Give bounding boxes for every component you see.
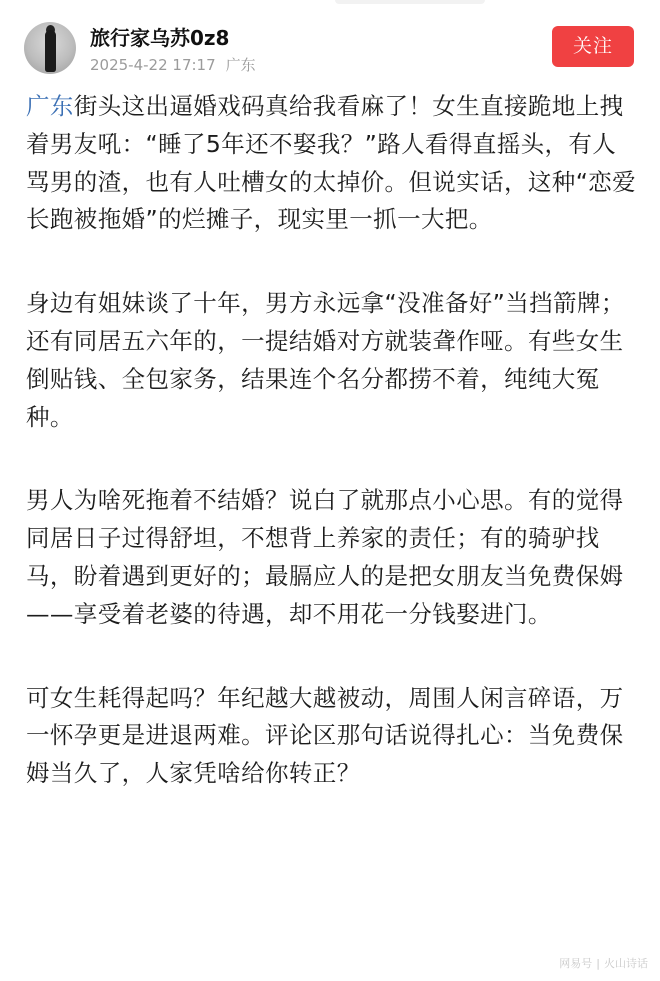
post-date: 2025-4-22 17:17 xyxy=(90,56,216,74)
paragraph-3: 男人为啥死拖着不结婚？说白了就那点小心思。有的觉得同居日子过得舒坦，不想背上养家的责任；有的骑驴找马，盼着遇到更好的；最膈应人的是把女朋友当免费保姆——享受着老婆的待遇，却不用花一分钱娶进门。 xyxy=(26,486,624,628)
watermark xyxy=(559,955,648,971)
paragraph-4: 可女生耗得起吗？年纪越大越被动，周围人闲言碎语，万一怀孕更是进退两难。评论区那句话说得扎心：当免费保姆当久了，人家凭啥给你转正？ xyxy=(26,683,624,788)
paragraph-1-text: 街头这出逼婚戏码真给我看麻了！女生直接跪地上拽着男友吼：“睡了5年还不娶我？”路人看得直摇头，有人骂男的渣，也有人吐槽女的太掉价。但说实话，这种“恋爱长跑被拖婚”的烂摊子，现实里一抓一大把。 xyxy=(26,92,637,234)
previous-content-edge xyxy=(335,0,485,4)
post-header xyxy=(0,18,660,82)
article-body xyxy=(26,88,638,839)
paragraph-2: 身边有姐妹谈了十年，男方永远拿“没准备好”当挡箭牌；还有同居五六年的，一提结婚对方就装聋作哑。有些女生倒贴钱、全包家务，结果连个名分都捞不着，纯纯大冤种。 xyxy=(26,289,625,431)
author-name[interactable]: 旅行家乌苏0z8 xyxy=(90,26,230,50)
post-location: 广东 xyxy=(225,56,256,74)
paragraph-1 xyxy=(26,88,638,239)
avatar-figure-body xyxy=(45,30,56,72)
top-strip xyxy=(0,0,660,6)
avatar[interactable] xyxy=(24,22,76,74)
watermark-account: 火山诗话 xyxy=(604,957,648,970)
post-meta xyxy=(90,54,256,75)
follow-button[interactable]: 关注 xyxy=(552,26,634,67)
watermark-source: 网易号 xyxy=(559,957,593,970)
watermark-separator: | xyxy=(596,957,600,970)
location-link[interactable]: 广东 xyxy=(26,92,74,120)
